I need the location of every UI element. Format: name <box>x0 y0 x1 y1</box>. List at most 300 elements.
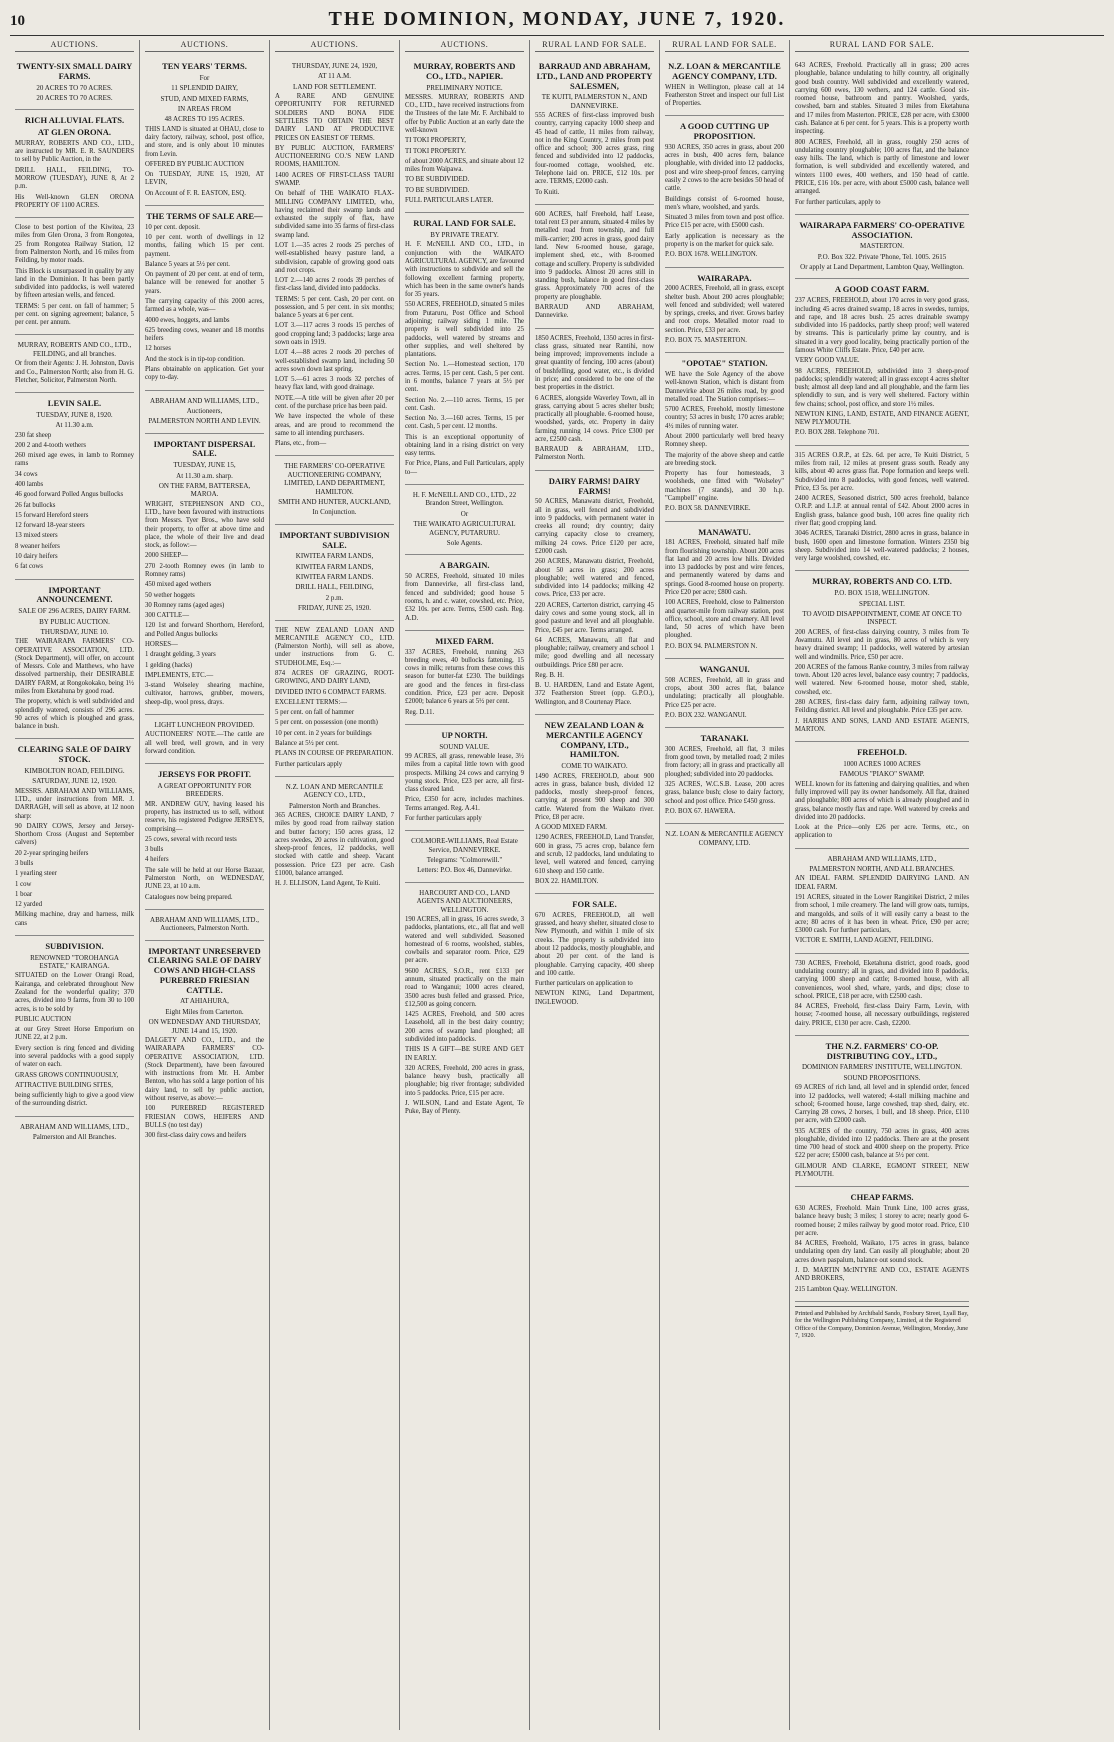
advertisement <box>15 393 134 579</box>
ad-center-line: ON WEDNESDAY AND THURSDAY, JUNE 14 and 15, 1920. <box>148 1018 261 1035</box>
advertisement <box>15 218 134 335</box>
ad-paragraph: 181 ACRES, Freehold, situated half mile from flourishing township. About 200 acres flat land and 20 acres low hills. Divided into 13 paddocks by post and wire fences, and permanently watered by dams and springs. Good 8-roomed house on property. Price £20 per acre; £800 cash. <box>665 539 784 597</box>
advertisement <box>795 742 969 849</box>
ad-paragraph: On behalf of THE WAIKATO FLAX-MILLING COMPANY LIMITED, who, having reclaimed their swamp lands and exhausted the supply of flax, have subdivided same into 35 farms of first-class swamp land. <box>275 190 394 239</box>
ad-paragraph: Buildings consist of 6-roomed house, men's whare, woolshed, and yards. <box>665 195 784 211</box>
ad-heading: TEN YEARS' TERMS. <box>162 61 247 71</box>
advertisement <box>15 936 134 1117</box>
ad-paragraph: 98 ACRES, FREEHOLD, subdivided into 3 sheep-proof paddocks; splendidly watered; all in grass except 4 acres shelter bush; almost all deep land and all ploughable, and the farm lies splendidly to sun, and is very well sheltered. Factory within few chains; school, post office, and store 1½ miles. <box>795 367 969 408</box>
ad-center-line: Sole Agents. <box>446 539 483 547</box>
ad-center-line: 2 p.m. <box>325 593 344 602</box>
ad-paragraph: 1850 ACRES, Freehold, 1350 acres in first-class grass, situated near Rantihi, now being improved; improvements include a great quantity of fencing, 100 acres (about) of bushfelling, good water, etc., is divided in price; and considered to be one of the best properties in the district. <box>535 334 654 392</box>
ad-paragraph: IMPLEMENTS, ETC.— <box>145 671 214 679</box>
advertisement <box>145 434 264 715</box>
ad-center-line: Or apply at Land Department, Lambton Quay, Wellington. <box>800 263 964 272</box>
ad-paragraph: 12 horses <box>145 345 171 353</box>
advertisement <box>535 205 654 329</box>
ad-paragraph: Section No. 2.—110 acres. Terms, 15 per cent. Cash. <box>405 396 524 412</box>
column-3 <box>270 40 400 1730</box>
ad-center-line: THE WAIKATO AGRICULTURAL AGENCY, PUTARURU. <box>413 520 516 537</box>
advertisement <box>665 353 784 521</box>
ad-center-line: THURSDAY, JUNE 24, 1920, <box>291 62 378 70</box>
ad-paragraph: Section No. 1.—Homestead section, 170 acres. Terms, 15 per cent. Cash, 5 per cent. in 6 months, balance 7 years at 5½ per cent. <box>405 361 524 394</box>
ad-paragraph: 300 CATTLE— <box>145 612 189 620</box>
ad-paragraph: 12 yarded <box>15 901 42 909</box>
advertisement <box>795 1187 969 1302</box>
ad-paragraph: P.O. BOX 94. PALMERSTON N. <box>665 642 758 650</box>
ad-paragraph: 1400 ACRES OF FIRST-CLASS TAURI SWAMP. <box>275 171 394 187</box>
ad-paragraph: Every section is ring fenced and dividing into several paddocks with a good supply of water on each. <box>15 1044 134 1069</box>
ad-paragraph: For further particulars, apply to <box>795 198 881 206</box>
ad-center-line: SOUND VALUE. <box>439 742 490 751</box>
ad-heading: CHEAP FARMS. <box>850 1192 914 1203</box>
ad-heading: IMPORTANT SUBDIVISION SALE. <box>279 529 390 550</box>
advertisement <box>405 555 524 630</box>
ad-paragraph: Plans, etc., from— <box>275 440 327 448</box>
ad-paragraph: For Price, Plans, and Full Particulars, apply to— <box>405 460 524 476</box>
ad-center-line: SPECIAL LIST. <box>859 599 905 608</box>
column-header: RURAL LAND FOR SALE. <box>665 40 784 52</box>
advertisement <box>795 571 969 742</box>
ad-center-line: SMITH AND HUNTER, AUCKLAND, <box>278 497 391 506</box>
ad-heading: A BARGAIN. <box>439 560 490 571</box>
ad-paragraph: 325 ACRES, W.C.S.B. Lease, 200 acres grass, balance bush; close to dairy factory, school and post office. Price £450 gross. <box>665 781 784 805</box>
ad-paragraph: 930 ACRES, 350 acres in grass, about 200 acres in bush, 400 acres fern, balance ploughable, with divided into 12 paddocks, post and wire sheep-proof fences, carrying easily 2 cows to the acre besides 50 head of cattle. <box>665 143 784 193</box>
ad-paragraph: 100 PUREBRED REGISTERED FRIESIAN COWS, HEIFERS AND BULLS (no test day) <box>145 1105 264 1129</box>
ad-paragraph: EXCELLENT TERMS:— <box>275 698 348 706</box>
ad-paragraph: H. J. ELLISON, Land Agent, Te Kuiti. <box>275 880 381 888</box>
ad-paragraph: LOT 3.—117 acres 3 roods 15 perches of good cropping land; 3 paddocks; large area sown oats in 1919. <box>275 322 394 347</box>
ad-paragraph: Balance 5 years at 5½ per cent. <box>145 260 230 268</box>
ad-center-line: H. F. McNEILL AND CO., LTD., 22 Brandon Street, Wellington. <box>412 491 517 508</box>
ad-center-line: DOMINION FARMERS' INSTITUTE, WELLINGTON. <box>801 1063 963 1072</box>
ad-center-line: 11 SPLENDID DAIRY, <box>171 84 238 93</box>
advertisement <box>405 831 524 883</box>
column-header: AUCTIONS. <box>15 40 134 52</box>
advertisement <box>145 910 264 941</box>
ad-paragraph: 9600 ACRES, S.O.R., rent £133 per annum, situated practically on the main road to Wanganui; 1000 acres cleared, 3500 acres bush felled and grassed. Price, £12,500 as going concern. <box>405 967 524 1008</box>
advertisement <box>15 335 134 393</box>
ad-paragraph: THIS IS A GIFT—BE SURE AND GET IN EARLY. <box>405 1046 524 1062</box>
ad-center-line: Auctioneers, <box>186 406 223 415</box>
ad-center-line: KIWITEA FARM LANDS, <box>295 552 374 561</box>
ad-paragraph: NEWTON KING, Land Department, INGLEWOOD. <box>535 990 654 1006</box>
advertisement <box>275 525 394 621</box>
ad-center-line: A GREAT OPPORTUNITY FOR BREEDERS. <box>157 781 252 799</box>
advertisement <box>275 456 394 524</box>
ad-paragraph: 84 ACRES, Freehold, Waikato, 175 acres in grass, balance undulating open dry land. Can easily all ploughable; about 20 acres down paspalum, balance out sound stock. <box>795 1240 969 1264</box>
ad-paragraph: 1 yearling steer <box>15 870 57 878</box>
advertisement <box>665 824 784 854</box>
advertisement <box>795 954 969 1036</box>
ad-paragraph: 670 ACRES, FREEHOLD, all well grassed, and heavy shelter, situated close to New Plymouth, and within 1 mile of six creeks. The property is subdivided into about 12 paddocks, mostly ploughable, and about 20 per cent. of the land is ploughable. Carrying capacity, 400 sheep and 100 cattle. <box>535 911 654 977</box>
ad-center-line: ABRAHAM AND WILLIAMS, LTD., <box>150 396 259 405</box>
ad-center-line: BY PRIVATE TREATY. <box>430 231 499 240</box>
ad-paragraph: 1 cow <box>15 880 32 888</box>
advertisement <box>145 715 264 764</box>
ad-paragraph: WRIGHT, STEPHENSON AND CO., LTD., have been favoured with instructions from Messrs. Tyer Bros., who have sold their property, to offer at above time and place, the whole of their live and dead stock, as follow:— <box>145 500 264 550</box>
ad-heading: "OPOTAE" STATION. <box>681 358 768 369</box>
ad-paragraph: About 2000 particularly well bred heavy Romney sheep. <box>665 433 784 449</box>
ad-paragraph: 10 per cent. in 2 years for buildings <box>275 729 372 737</box>
ad-heading: BARRAUD AND ABRAHAM, LTD., LAND AND PROPERTY SALESMEN, <box>536 61 653 91</box>
ad-paragraph: 1490 ACRES, FREEHOLD, about 900 acres in grass, balance bush, divided 12 paddocks, mostly sheep-proof fences, carrying at present 900 sheep and 300 cattle. Watered from the Waikato river. Price, £8 per acre. <box>535 772 654 821</box>
ad-paragraph: 3 bulls <box>15 859 34 867</box>
ad-paragraph: PLANS IN COURSE OF PREPARATION. <box>275 750 394 758</box>
ad-paragraph: THIS LAND is situated at OHAU, close to dairy factory, railway, school, post office, and store, and is only about 10 minutes from Levin. <box>145 125 264 158</box>
advertisement <box>15 580 134 740</box>
advertisement <box>665 56 784 116</box>
ad-center-line: FAMOUS "PIAKO" SWAMP. <box>839 770 925 779</box>
ad-heading: A GOOD CUTTING UP PROPOSITION. <box>679 121 770 142</box>
column-header: AUCTIONS. <box>275 40 394 52</box>
ad-paragraph: 200 ACRES, of first-class dairying country, 3 miles from Te Awamutu. All level and in grass, 80 acres of which is very heavy drained swamp; 11 paddocks, well watered by artesian well and windmills. Price, £50 per acre. <box>795 628 969 661</box>
ad-paragraph: 6 fat cows <box>15 563 43 571</box>
ad-paragraph: Look at the Price—only £26 per acre. Terms, etc., on application to <box>795 824 969 840</box>
ad-heading: FOR SALE. <box>572 899 617 910</box>
column-2 <box>140 40 270 1730</box>
advertisement <box>15 110 134 218</box>
ad-center-line: SOUND PROPOSITIONS. <box>843 1073 921 1082</box>
ad-center-line: At 11.30 a.m. <box>55 421 94 430</box>
ad-paragraph: 4000 ewes, hoggets, and lambs <box>145 316 230 324</box>
ad-paragraph: A RARE AND GENUINE OPPORTUNITY FOR RETURNED SOLDIERS AND BONA FIDE SETTLERS TO OBTAIN THE BEST DAIRY LAND AT PRODUCTIVE PRICES ON EASIEST OF TERMS. <box>275 93 394 142</box>
ad-heading: WANGANUI. <box>699 663 750 674</box>
ad-paragraph: P.O. BOX 1678. WELLINGTON. <box>665 251 758 259</box>
ad-paragraph: MURRAY, ROBERTS AND CO., LTD., are instructed by MR. E. R. SAUNDERS to sell by Public Auction, in the <box>15 139 134 164</box>
ad-heading: IMPORTANT DISPERSAL SALE. <box>153 438 256 459</box>
advertisement <box>795 446 969 572</box>
ad-paragraph: 99 ACRES, all grass, renewable lease, 3½ miles from a capital little town with good prospects. Milking 24 cows and carrying 9 young stock. Price, £23 per acre, all first-class cleared land. <box>405 753 524 794</box>
ad-paragraph: 220 ACRES, Carterton district, carrying 45 dairy cows and some young stock, all in good pasture and level and all ploughable. Price, £45 per acre. Terms arranged. <box>535 601 654 634</box>
ad-paragraph: 2000 ACRES, Freehold, all in grass, except shelter bush. About 200 acres ploughable; well fenced and subdivided; well watered by springs, creeks, and river. Grows barley and root crops. Metalled motor road to section. Price, £33 per acre. <box>665 285 784 334</box>
ad-paragraph: DRILL HALL, FEILDING, TO-MORROW (TUESDAY), JUNE 8, At 2 p.m. <box>15 166 134 191</box>
ad-paragraph: Or from their Agents: J. H. Johnston, Davis and Co., Palmerston North; also from H. G. Fletcher, Solicitor, Palmerston North. <box>15 360 134 384</box>
advertisement <box>275 621 394 777</box>
ad-center-line: BY PUBLIC AUCTION. <box>39 617 110 626</box>
ad-paragraph: The property, which is well subdivided and splendidly watered, consists of 296 acres. 90 acres of which is ploughed and grass, balance in bush. <box>15 698 134 731</box>
ad-paragraph: MR. ANDREW GUY, having leased his property, has instructed us to sell, without reserve, his registered Pedigree JERSEYS, comprising— <box>145 800 264 833</box>
page-number: 10 <box>10 13 25 29</box>
ad-paragraph: 874 ACRES OF GRAZING, ROOT-GROWING, AND DAIRY LAND, <box>275 670 394 686</box>
ad-paragraph: 50 wether hoggets <box>145 591 195 599</box>
column-header: AUCTIONS. <box>405 40 524 52</box>
ad-paragraph: OFFERED BY PUBLIC AUCTION <box>145 160 244 168</box>
advertisement <box>665 116 784 267</box>
ad-heading: TARANAKI. <box>700 733 749 744</box>
ad-paragraph: This is an exceptional opportunity of obtaining land in a rising district on very easy terms. <box>405 433 524 458</box>
ad-paragraph: The sale will be held at our Horse Bazaar, Palmerston North, on WEDNESDAY, JUNE 23, at 10 a.m. <box>145 866 264 891</box>
masthead <box>10 8 1104 36</box>
ad-paragraph: 300 ACRES, Freehold, all flat, 3 miles from good town, by metalled road; 2 miles from factory; all in grass and practically all ploughed; subdivided into 20 paddocks. <box>665 745 784 778</box>
ad-paragraph: 508 ACRES, Freehold, all in grass and crops, about 300 acres flat, balance undulating; practically all ploughable. Price £25 per acre. <box>665 676 784 709</box>
ad-paragraph: This Block is unsurpassed in quality by any land in the Dominion. It has been partly subdivided into paddocks, is well watered by fifteen artesian wells, and fenced. <box>15 267 134 300</box>
ad-paragraph: 1 boar <box>15 890 33 898</box>
ad-paragraph: 300 first-class dairy cows and heifers <box>145 1132 247 1140</box>
ad-center-line: ABRAHAM AND WILLIAMS, LTD., <box>827 854 937 863</box>
ad-heading: IMPORTANT ANNOUNCEMENT. <box>36 584 113 605</box>
ad-paragraph: We have inspected the whole of these areas, and are proud to recommend the same to all intending purchasers. <box>275 413 394 437</box>
advertisement <box>665 659 784 728</box>
advertisement <box>795 1036 969 1187</box>
ad-paragraph: 643 ACRES, Freehold. Practically all in grass; 200 acres ploughable, balance undulating to hilly country, all originally good bush country. Well subdivided and excellently watered, carrying 600 ewes, 130 wethers, and 124 cattle. Good six-roomed house, bathroom and pantry. Woolshed, yards, cowshed, barn and stables. Situated 3 miles from Eketahuna and 17 miles from Masterton. PRICE, £28 per acre, with £3000 cash. Balance at 6 per cent. for 5 years. This is a property worth inspecting. <box>795 62 969 136</box>
ad-paragraph: BARRAUD AND ABRAHAM, Dannevirke. <box>535 303 654 320</box>
ad-paragraph: 13 mixed steers <box>15 532 58 540</box>
ad-paragraph: 215 Lambton Quay. WELLINGTON. <box>795 1285 898 1293</box>
ad-paragraph: 2400 ACRES, Seasoned district, 500 acres freehold, balance O.R.P. and L.I.P. at annual rental of £42. About 2000 acres in English grass, balance good bush, 100 acres fine quality rich river flat; good cropping land. <box>795 495 969 527</box>
ad-paragraph: NOTE.—A title will be given after 20 per cent. of the purchase price has been paid. <box>275 394 394 411</box>
ad-center-line: STUD, AND MIXED FARMS, <box>160 94 249 103</box>
ad-center-line: COLMORE-WILLIAMS, Real Estate Service, DANNEVIRKE. <box>411 837 518 854</box>
ad-paragraph: being sufficiently high to give a good view of the surrounding district. <box>15 1092 134 1108</box>
advertisement <box>405 883 524 1124</box>
ad-paragraph: 260 ACRES, Manawatu district, Freehold, about 50 acres in grass; 200 acres ploughable; well watered and fenced, subdivided into 14 paddocks; milking 42 cows. Price, £33 per acre. <box>535 558 654 599</box>
ad-paragraph: 64 ACRES, Manawatu, all flat and ploughable; railway, creamery and school 1 mile; good dwelling and all necessary outbuildings. Price £80 per acre. <box>535 636 654 669</box>
ad-heading: AT GLEN ORONA. <box>37 127 112 138</box>
ad-paragraph: 26 fat bullocks <box>15 501 56 509</box>
advertisement <box>665 728 784 824</box>
ad-paragraph: 1290 ACRES, FREEHOLD, Land Transfer, 600 in grass, 75 acres crop, balance fern and scrub, 12 paddocks, land undulating to level, well watered and fenced, carrying 610 sheep and 150 cattle. <box>535 834 654 875</box>
ad-paragraph: 315 ACRES O.R.P., at £2s. 6d. per acre, Te Kuiti District, 5 miles from rail, 12 miles at present grass south. Ready any kills, about 40 acres grass flat. Pope formation and keeps well. Subdivided into 8 paddocks, with good fences, well watered. Price, £3 5s. per acre. <box>795 451 969 492</box>
ad-paragraph: 730 ACRES, Freehold, Eketahuna district, good roads, good undulating country; all in grass, and divided into 8 paddocks, carrying 1000 sheep and cattle; 8-roomed house, with all conveniences, wool shed, whare, yards, and dips; close to school. PRICE, £18 per acre, with £2500 cash. <box>795 959 969 1000</box>
ad-paragraph: 50 ACRES, Manawatu district, Freehold, all in grass, well fenced and subdivided into 9 paddocks, with permanent water in creeks all round; dry country; dairy carrying capacity close to creamery, milking 24 cows. Price £120 per acre, £2000 cash. <box>535 498 654 555</box>
column-1 <box>10 40 140 1730</box>
ad-heading: SUBDIVISION. <box>45 940 104 951</box>
ad-paragraph: LOT 5.—61 acres 3 roods 32 perches of heavy flax land, with good drainage. <box>275 376 394 392</box>
ad-paragraph: P.O. BOX 67. HAWERA. <box>665 807 736 815</box>
ad-heading: IMPORTANT UNRESERVED CLEARING SALE OF DAIRY COWS AND HIGH-CLASS PUREBRED FRIESIAN CATTLE. <box>147 945 262 995</box>
column-header: AUCTIONS. <box>145 40 264 52</box>
ad-paragraph: AN IDEAL FARM. SPLENDID DAIRYING LAND. AN IDEAL FARM. <box>795 875 969 891</box>
ad-paragraph: VERY GOOD VALUE. <box>795 357 860 365</box>
ad-center-line: THURSDAY, JUNE 10. <box>40 627 109 636</box>
ad-center-line: Palmerston and All Branches. <box>32 1133 117 1142</box>
ad-paragraph: 450 mixed aged wethers <box>145 581 212 589</box>
ad-center-line: PALMERSTON NORTH AND LEVIN. <box>148 417 261 426</box>
ad-paragraph: 630 ACRES, Freehold. Main Trunk Line, 100 acres grass, balance heavy bush; 3 miles; 1 storey to acre; nearly good 6-roomed house; 2 miles railway by good motor road. Price, £10 per acre. <box>795 1205 969 1237</box>
ad-paragraph: And the stock is in tip-top condition. <box>145 355 245 363</box>
ad-paragraph: 5 per cent. on fall of hammer <box>275 709 355 717</box>
ad-paragraph: WELL known for its fattening and dairying qualities, and when fully improved will pay its owner handsomely. All flat, drained and ploughable; 800 acres of which is already ploughed and in grass, balance mostly flax and rape. Well watered by creeks and divided into 20 paddocks. <box>795 780 969 821</box>
ad-paragraph: 90 DAIRY COWS, Jersey and Jersey-Shorthorn Cross (August and September calvers) <box>15 822 134 847</box>
ad-paragraph: of about 2000 ACRES, and situate about 12 miles from Waipawa. <box>405 157 524 174</box>
advertisement <box>405 631 524 725</box>
ad-paragraph: P.O. BOX 232. WANGANUI. <box>665 711 747 719</box>
ad-paragraph: J. WILSON, Land and Estate Agent, Te Puke, Bay of Plenty. <box>405 1099 524 1116</box>
ad-center-line: TO AVOID DISAPPOINTMENT, COME AT ONCE TO INSPECT. <box>802 609 962 627</box>
ad-center-line: COME TO WAIKATO. <box>561 762 628 771</box>
advertisement <box>145 391 264 434</box>
ad-paragraph: DALGETY AND CO., LTD., and the WAIRARAPA FARMERS' CO-OPERATIVE ASSOCIATION, LTD. (Stock Department), have been favoured with instructions from Mr. H. Amber Benton, who has sold a large portion of his dairy land, to sell by public auction, without reserve, as above:— <box>145 1037 264 1102</box>
ad-paragraph: 3 bulls <box>145 846 164 854</box>
ad-paragraph: 200 ACRES of the famous Ranke country, 3 miles from railway town. About 120 acres level, balance easy country; 7 paddocks, well watered. New 6-roomed house, motor shed, stable, cowshed, etc. <box>795 663 969 696</box>
ad-paragraph: The majority of the above sheep and cattle are breeding stock. <box>665 451 784 467</box>
ad-paragraph: Further particulars on application to <box>535 980 633 988</box>
ad-paragraph: 600 ACRES, half Freehold, half Lease, total rent £3 per annum, situated 4 miles by metalled road from township, and full milk-carrier; 200 acres in grass, good dairy land. New 6-roomed house, garage, implement shed, etc., with 8-roomed cottage and scullery. Property is subdivided into 9 paddocks. Almost 20 acres still in standing bush, balance in good first-class grass. Approximately 700 acres of the property are ploughable. <box>535 210 654 301</box>
ad-center-line: P.O. BOX 1518, WELLINGTON. <box>834 589 930 598</box>
ad-heading: MIXED FARM. <box>435 635 494 646</box>
advertisement <box>15 739 134 936</box>
ad-center-line: AT 11 A.M. <box>317 72 352 81</box>
ad-paragraph: WHEN in Wellington, please call at 14 Featherston Street and inspect our full List of Properties. <box>665 83 784 108</box>
ad-paragraph: 1 gelding (hacks) <box>145 661 193 669</box>
ad-center-line: Eight Miles from Carterton. <box>165 1007 244 1016</box>
ad-paragraph: 69 ACRES of rich land, all level and in splendid order, fenced into 12 paddocks, well watered; 4-stall milking machine and school; 6-roomed house, large cowshed, trap shed, dairy, etc. Carrying 28 cows, 2 horses, 1 bull, and 18 sheep. Price, £110 per acre, with £2000 cash. <box>795 1084 969 1125</box>
ad-center-line: LIGHT LUNCHEON PROVIDED. <box>154 720 255 729</box>
ad-center-line: TE KUITI, PALMERSTON N., AND DANNEVIRKE. <box>541 93 648 110</box>
ad-paragraph: PUBLIC AUCTION <box>15 1015 72 1023</box>
ad-paragraph: Situated 3 miles from town and post office. Price £15 per acre, with £5000 cash. <box>665 214 784 230</box>
ad-heading: LEVIN SALE. <box>47 398 102 409</box>
ad-paragraph: FULL PARTICULARS LATER. <box>405 197 494 205</box>
ad-paragraph: LOT 1.—35 acres 2 roods 25 perches of well-established heavy pasture land, a subdivision, capable of growing good oats and root crops. <box>275 241 394 274</box>
ad-center-line: MURRAY, ROBERTS AND CO., LTD., FEILDING, and all branches. <box>17 341 132 358</box>
ad-center-line: PALMERSTON NORTH, AND ALL BRANCHES. <box>809 865 955 874</box>
ad-paragraph: LOT 4.—88 acres 2 roods 20 perches of well-established swamp land, including 50 acres sown down last spring. <box>275 349 394 373</box>
ad-paragraph: Plans obtainable on application. Get your copy to-day. <box>145 365 264 382</box>
column-header: RURAL LAND FOR SALE. <box>795 40 969 52</box>
newspaper-title: THE DOMINION, MONDAY, JUNE 7, 1920. <box>328 8 786 30</box>
advertisement <box>15 1117 134 1149</box>
ad-center-line: For <box>199 73 210 82</box>
ad-center-line: 20 ACRES TO 70 ACRES. <box>36 93 113 102</box>
ad-paragraph: Close to best portion of the Kiwitea, 23 miles from Glen Orona, 3 from Rongotea, 25 from Rongotea Railway Station, 12 from Palmerston North, and 16 miles from Feilding, by motor roads. <box>15 224 134 265</box>
ad-paragraph: 550 ACRES, FREEHOLD, situated 5 miles from Putaruru, Post Office and School adjoining; railway siding 1 mile. The property is well subdivided into 25 paddocks, well watered by streams and other supplies, and well sheltered by plantations. <box>405 301 524 359</box>
printer-imprint: Printed and Published by Archibald Sando, Foxbury Street, Lyall Bay, for the Wellington Publishing Company, Limited, at the Registered Office of the Company, Dominion Avenue, Wellington, Monday, June 7, 1920. <box>795 1306 969 1340</box>
ad-center-line: HARCOURT AND CO., LAND AGENTS AND AUCTIONEERS, WELLINGTON. <box>416 888 513 914</box>
advertisement <box>665 268 784 354</box>
ad-paragraph: 555 ACRES of first-class improved bush country, carrying capacity 1000 sheep and 45 head of cattle, 11 miles from railway, not in the King Country, 2 miles from post office and school; 300 acres grass, ring fenced and subdivided into 12 paddocks, four-roomed cottage, woolshed, etc. Telephone laid on. PRICE, £12 10s. per acre. TERMS, £2000 cash. <box>535 112 654 186</box>
ad-paragraph: 1425 ACRES, Freehold, and 500 acres Leasehold, all in the best dairy country; 200 acres of swamp land ploughed; all subdivided into paddocks. <box>405 1011 524 1043</box>
ad-paragraph: Catalogues now being prepared. <box>145 893 233 901</box>
ad-paragraph: Reg. B. H. <box>535 671 564 679</box>
ad-heading: NEW ZEALAND LOAN & MERCANTILE AGENCY COMPANY, LTD., HAMILTON. <box>544 720 645 760</box>
ad-paragraph: Milking machine, dray and harness, milk cans <box>15 911 134 927</box>
ad-center-line: 20 ACRES TO 70 ACRES. <box>36 83 113 92</box>
ad-center-line: DRILL HALL, FEILDING, <box>295 583 374 592</box>
ad-heading: CLEARING SALE OF DAIRY STOCK. <box>17 744 132 765</box>
ad-paragraph: 365 ACRES, CHOICE DAIRY LAND, 7 miles by good road from railway station and butter factory; 150 acres grass, 12 acres swedes, 20 acres in cultivation, good sheep-proof fences, 12 paddocks, well stocked with cattle and sheep. Vacant possession. Price £23 per acre. Cash £1000, balance arranged. <box>275 812 394 877</box>
ad-paragraph: His Well-known GLEN ORONA PROPERTY OF 1100 ACRES. <box>15 193 134 209</box>
ad-heading: TWENTY-SIX SMALL DAIRY FARMS. <box>16 61 133 81</box>
ad-paragraph: J. HARRIS AND SONS, LAND AND ESTATE AGENTS, MARTON. <box>795 717 969 733</box>
ad-center-line: FRIDAY, JUNE 25, 1920. <box>297 604 372 613</box>
ad-center-line: MASTERTON. <box>860 242 904 251</box>
ad-center-line: TUESDAY, JUNE 15, <box>173 461 236 470</box>
advertisement <box>145 206 264 391</box>
ad-paragraph: 237 ACRES, FREEHOLD, about 170 acres in very good grass, including 45 acres drained swamp, 18 acres in swedes, turnips, and rape, and 18 acres bush. 25 acres drainable swampy subdivided into 16 paddocks, partly sheep proof; well watered by streams. This is particularly prime lay country, and is situated in a very good locality, being practically portion of the famous White Cliffs Estate. Price, £40 per acre. <box>795 297 969 354</box>
ad-heading: N.Z. LOAN & MERCANTILE AGENCY COMPANY, LTD. <box>668 61 781 81</box>
ad-paragraph: On Account of F. R. EASTON, ESQ. <box>145 189 246 197</box>
ad-paragraph: 50 ACRES, Freehold, situated 10 miles from Dannevirke, all first-class land, fenced and subdivided; good house 5 rooms, h. and c. water, cowshed, etc. Price, £32 10s. per acre. Terms, £500 cash. Reg. A.D. <box>405 573 524 622</box>
ad-paragraph: Balance at 5½ per cent. <box>275 740 339 748</box>
ad-paragraph: 320 ACRES, Freehold, 200 acres in grass, balance heavy bush, practically all ploughable; big river frontage; subdivided into 5 paddocks. Price, £15 per acre. <box>405 1064 524 1097</box>
ad-paragraph: HORSES— <box>145 641 178 648</box>
ad-paragraph: P.O. BOX 288. Telephone 701. <box>795 429 880 437</box>
ad-paragraph: SITUATED on the Lower Orangi Road, Kairanga, and celebrated throughout New Zealand for the wonderful quality; 370 acres, divided into 9 farms, from 30 to 100 acres, is to be sold by <box>15 972 134 1013</box>
ad-paragraph: MESSRS. ABRAHAM AND WILLIAMS, LTD., under instructions from MR. J. DARRAGH, will sell as above, at 12 noon sharp: <box>15 787 134 820</box>
columns-container <box>10 40 1104 1730</box>
ad-paragraph: 3-stand Wolseley shearing machine, cultivator, harrows, grubber, mowers, sheep-dip, wool press, drays. <box>145 682 264 706</box>
ad-center-line: Or <box>460 509 469 518</box>
ad-center-line: TUESDAY, JUNE 8, 1920. <box>36 410 113 419</box>
advertisement <box>665 522 784 659</box>
ad-paragraph: THE WAIRARAPA FARMERS' CO-OPERATIVE ASSOCIATION, LTD. (Stock Department), will offer, on account of Messrs. Cole and Matthews, who have dissolved partnership, their DESIRABLE DAIRY FARM, at Rongokokako, being 1½ miles from Eketahuna by good road. <box>15 638 134 695</box>
ad-paragraph: Early application is necessary as the property is on the market for quick sale. <box>665 232 784 248</box>
ad-center-line: ABRAHAM AND WILLIAMS, LTD., <box>20 1122 129 1131</box>
ad-paragraph: 8 weaner heifers <box>15 542 60 550</box>
ad-center-line: SALE OF 296 ACRES, DAIRY FARM. <box>18 607 131 616</box>
ad-paragraph: 15 forward Hereford steers <box>15 511 89 519</box>
ad-paragraph: AUCTIONEERS' NOTE.—The cattle are all well bred, well grown, and in very forward condition. <box>145 731 264 755</box>
ad-paragraph: NEWTON KING, LAND, ESTATE, AND FINANCE AGENT, NEW PLYMOUTH. <box>795 410 969 427</box>
ad-paragraph: 3046 ACRES, Taranaki District, 2800 acres in grass, balance in bush, 1600 open and limestone formation. Winters 2350 big sheep. Subdivided into 14 well-watered paddocks; 2 houses, very large woolshed, cowshed, etc. <box>795 530 969 563</box>
ad-paragraph: 46 good forward Polled Angus bullocks <box>15 491 124 499</box>
ad-center-line: THE FARMERS' CO-OPERATIVE AUCTIONEERING COMPANY, LIMITED, LAND DEPARTMENT, HAMILTON. <box>284 462 385 496</box>
ad-center-line: ON THE FARM, BATTERSEA, MAROA. <box>158 482 251 499</box>
ad-paragraph: 25 cows, several with record tests <box>145 835 237 843</box>
ad-heading: UP NORTH. <box>441 729 488 740</box>
ad-heading: RURAL LAND FOR SALE. <box>413 218 516 229</box>
ad-paragraph: TERMS: 5 per cent. Cash, 20 per cent. on possession, and 5 per cent. in six months; balance 5 years at 6 per cent. <box>275 295 394 320</box>
ad-center-line: LAND FOR SETTLEMENT. <box>293 82 376 91</box>
ad-paragraph: 10 per cent. worth of dwellings in 12 months, failing which 15 per cent. payment. <box>145 234 264 258</box>
ad-paragraph: To Kuiti. <box>535 188 560 196</box>
ad-center-line: KIWITEA FARM LANDS, <box>295 562 374 571</box>
advertisement <box>405 485 524 555</box>
ad-heading: THE TERMS OF SALE ARE— <box>146 210 263 221</box>
ad-paragraph: 625 breeding cows, weaner and 18 months heifers <box>145 326 264 343</box>
ad-paragraph: 190 ACRES, all in grass, 16 acres swede, 3 paddocks, plantations, etc., all flat and well watered and well subdivided. Seasoned homestead of 6 rooms, woolshed, stables, cowbails and separator room. Price, £29 per acre. <box>405 916 524 965</box>
ad-paragraph: 100 ACRES, Freehold, close to Palmerston and quarter-mile from railway station, post office, school, store and creamery. All level land, 50 acres of which have been ploughed. <box>665 599 784 640</box>
ad-heading: FREEHOLD. <box>857 747 907 758</box>
ad-center-line: Palmerston North and Branches. <box>289 801 380 810</box>
ad-center-line: Letters: P.O. Box 46, Dannevirke. <box>417 866 512 875</box>
advertisement <box>145 56 264 206</box>
advertisement <box>275 777 394 896</box>
ad-paragraph: H. F. McNEILL AND CO., LTD., in conjunction with the WAIKATO AGRICULTURAL AGENCY, are favoured with instructions to subdivide and sell the following excellent farming property, which has been in the same owner's hands for 35 years. <box>405 241 524 299</box>
ad-center-line: IN AREAS FROM <box>177 104 232 113</box>
column-5 <box>530 40 660 1730</box>
advertisement <box>535 329 654 471</box>
ad-heading: A GOOD COAST FARM. <box>834 284 930 295</box>
ad-paragraph: TI TOKI PROPERTY, <box>405 137 466 145</box>
ad-paragraph: 34 cows <box>15 470 38 478</box>
ad-heading: WAIRARAPA. <box>697 272 752 283</box>
ad-paragraph: 1 draught gelding, 3 years <box>145 651 216 659</box>
ad-center-line: AT AHIAHURA, <box>180 997 229 1006</box>
ad-paragraph: LOT 2.—140 acres 2 roods 39 perches of first-class land, divided into paddocks. <box>275 277 394 293</box>
ad-paragraph: BOX 22. HAMILTON. <box>535 877 599 885</box>
ad-paragraph: GILMOUR AND CLARKE, EGMONT STREET, NEW PLYMOUTH. <box>795 1162 969 1179</box>
advertisement <box>535 894 654 1014</box>
advertisement <box>145 941 264 1148</box>
ad-center-line: In Conjunction. <box>312 508 357 517</box>
ad-paragraph: at our Grey Street Horse Emporium on JUNE 22, at 2 p.m. <box>15 1026 134 1042</box>
ad-paragraph: For further particulars apply <box>405 814 482 822</box>
ad-heading: DAIRY FARMS! DAIRY FARMS! <box>548 475 641 496</box>
advertisement <box>535 715 654 894</box>
ad-center-line: N.Z. LOAN & MERCANTILE AGENCY COMPANY, LTD. <box>665 830 784 847</box>
ad-paragraph: 10 dairy heifers <box>15 553 58 561</box>
ad-heading: RICH ALLUVIAL FLATS. <box>24 115 125 126</box>
ad-paragraph: 5700 ACRES, Freehold, mostly limestone country; 53 acres in bush; 170 acres arable; 4½ miles of running water. <box>665 406 784 430</box>
ad-paragraph: 935 ACRES of the country, 750 acres in grass, 400 acres ploughable, divided into 12 paddocks. There are at the present time 700 head of stock and 4000 sheep on the property. Price £22 per acre; £5000 cash, balance at 5½ per cent. <box>795 1127 969 1160</box>
advertisement <box>535 471 654 715</box>
ad-heading: MURRAY, ROBERTS AND CO., LTD., NAPIER. <box>413 61 516 81</box>
ad-paragraph: 30 Romney rams (aged ages) <box>145 601 225 609</box>
ad-center-line: PRELIMINARY NOTICE. <box>426 83 503 92</box>
